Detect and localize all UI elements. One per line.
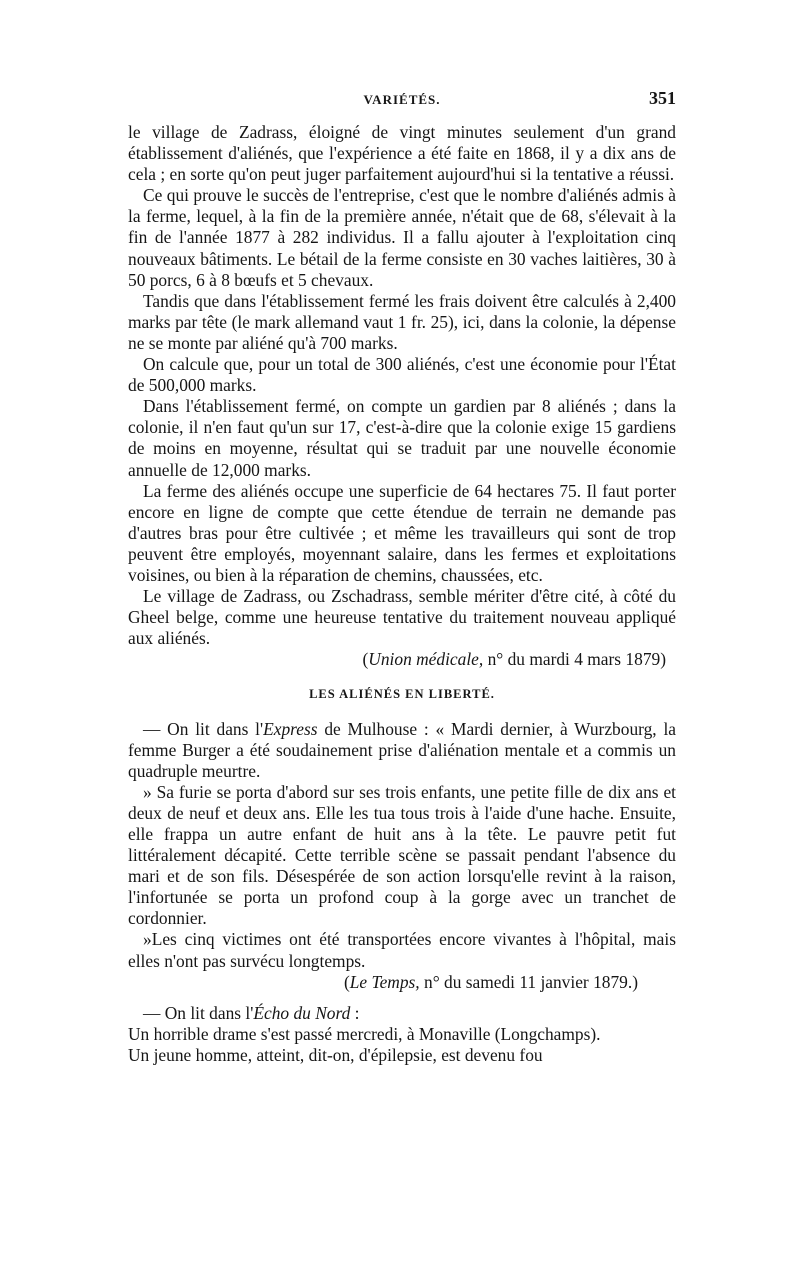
page-body (128, 122, 676, 1066)
citation-source: Union médicale, (368, 649, 484, 670)
paragraph: Un jeune homme, atteint, dit-on, d'épilepsie, est devenu fou (128, 1044, 543, 1065)
citation-detail: n° du mardi 4 mars 1879) (483, 649, 666, 670)
paragraph: Ce qui prouve le succès de l'entreprise, c'est que le nombre d'aliénés admis à la ferme, lequel, à la fin de la première année, n'était que de 68, s'élevait à la fin de l'année 1877 à 282 individus. Il a fallu ajouter à l'exploitation cinq nouveaux bâtiments. Le bétail de la ferme consiste en 30 vaches laitières, 30 à 50 porcs, 6 à 8 bœufs et 5 chevaux. (128, 185, 676, 290)
newspaper-name: Express (263, 718, 318, 739)
citation: (Le Temps, n° du samedi 11 janvier 1879.) (343, 971, 638, 992)
spacer (128, 993, 676, 1003)
section-title: LES ALIÉNÉS EN LIBERTÉ. (309, 687, 495, 702)
paragraph: »Les cinq victimes ont été transportées encore vivantes à l'hôpital, mais elles n'ont pas survécu longtemps. (128, 929, 676, 971)
paragraph-lead: — On lit dans l' (143, 1002, 254, 1023)
paragraph: le village de Zadrass, éloigné de vingt minutes seulement d'un grand établissement d'aliénés, que l'expérience a été faite en 1868, il y a dix ans de cela ; en sorte qu'on peut juger parfaitement aujourd'hui si la tentative a réussi. (128, 122, 676, 185)
book-page (128, 88, 676, 1248)
paragraph-text: : (350, 1002, 360, 1023)
paragraph: Un horrible drame s'est passé mercredi, à Monaville (Longchamps). (128, 1023, 601, 1044)
article-wurzbourg (128, 719, 676, 993)
paragraph (128, 719, 676, 782)
paragraph: La ferme des aliénés occupe une superficie de 64 hectares 75. Il faut porter encore en ligne de compte que cette étendue de terrain ne demande pas d'autres bras pour être cultivée ; et même les travailleurs qui sont de trop peuvent être employés, moyennant salaire, dans les fermes et exploitations voisines, ou bien à la réparation de chemins, chaussées, etc. (128, 480, 676, 585)
paragraph: On calcule que, pour un total de 300 aliénés, c'est une économie pour l'État de 500,000 marks. (128, 354, 676, 396)
page-number: 351 (649, 88, 676, 108)
paragraph (128, 1003, 676, 1024)
running-title: VARIÉTÉS. (363, 92, 441, 107)
paragraph: Tandis que dans l'établissement fermé les frais doivent être calculés à 2,400 marks par tête (le mark allemand vaut 1 fr. 25), ici, dans la colonie, la dépense ne se monte par aliéné qu'à 700 marks. (128, 290, 676, 353)
running-header (128, 88, 676, 122)
paragraph: Dans l'établissement fermé, on compte un gardien par 8 aliénés ; dans la colonie, il n'en faut qu'un sur 17, c'est-à-dire que la colonie exige 15 gardiens de moins en moyenne, résultat qui se traduit par une nouvelle économie annuelle de 12,000 marks. (128, 396, 676, 480)
newspaper-name: Écho du Nord (253, 1002, 351, 1023)
citation-detail: n° du samedi 11 janvier 1879.) (419, 971, 638, 992)
paragraph: Le village de Zadrass, ou Zschadrass, semble mériter d'être cité, à côté du Gheel belge, comme une heureuse tentative du traitement nouveau appliqué aux aliénés. (128, 586, 676, 649)
paragraph-lead: — On lit dans l' (143, 718, 264, 739)
citation-source: Le Temps, (349, 971, 420, 992)
citation: (Union médicale, n° du mardi 4 mars 1879) (362, 649, 666, 670)
paragraph: » Sa furie se porta d'abord sur ses trois enfants, une petite fille de dix ans et deux de neuf et deux ans. Elle les tua tous trois à l'aide d'une hache. Ensuite, elle frappa un autre enfant de huit ans à la tête. Le pauvre petit fut littéralement décapité. Cette terrible scène se passait pendant l'absence du mari et de son fils. Désespérée de son action lorsqu'elle revint à la raison, l'infortunée se porta un profond coup à la gorge avec un tranchet de cordonnier. (128, 781, 676, 929)
paragraph-text: de Mulhouse : « Mardi dernier, à Wurzbourg, la femme Burger a été soudainement prise d'aliénation mentale et a commis un quadruple meurtre. (128, 718, 676, 781)
article-monaville (128, 1003, 676, 1066)
article-zadrass (128, 122, 676, 670)
